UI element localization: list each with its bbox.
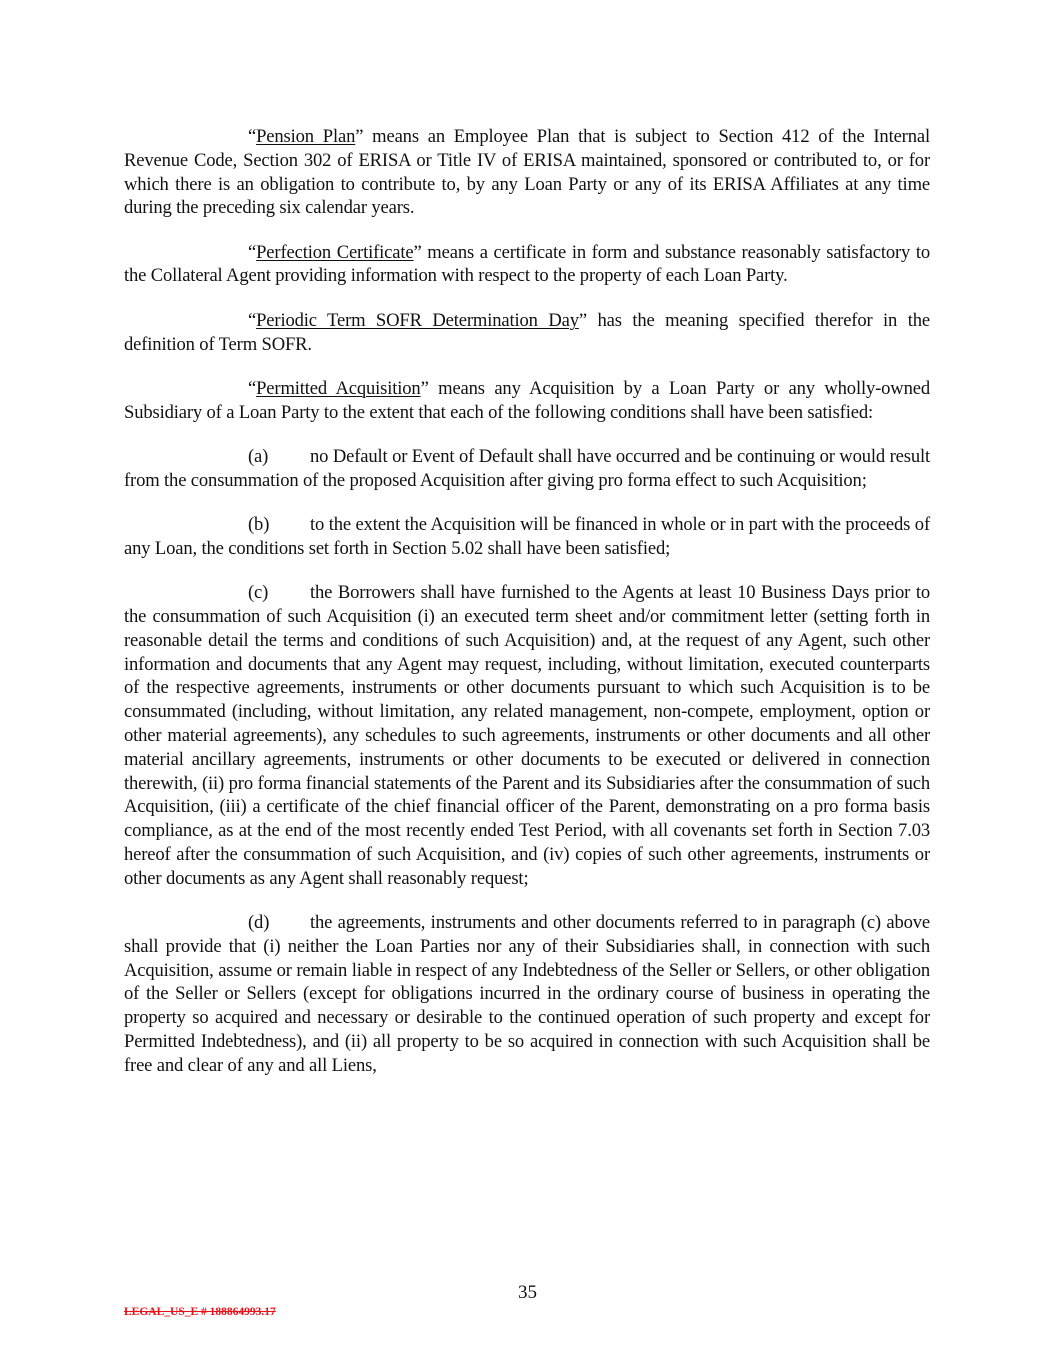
close-quote: ” (578, 309, 587, 331)
clause-a (124, 445, 930, 493)
page-number: 35 (518, 1282, 537, 1303)
clause-text: the Borrowers shall have furnished to the Agents at least 10 Business Days prior to the consummation of such Acquisition (i) an executed term sheet and/or commitment letter (setting forth in reasonable detail the terms and conditions of such Acquisition) and, at the request of any Agent, such other information and documents that any Agent may request, including, without limitation, executed counterparts of the respective agreements, instruments or other documents pursuant to which such Acquisition is to be consummated (including, without limitation, any related management, non-compete, employment, option or other material agreements), any schedules to such agreements, instruments or other documents and all other material ancillary agreements, instruments or other documents to be executed or delivered in connection therewith, (ii) pro forma financial statements of the Parent and its Subsidiaries after the consummation of such Acquisition, (iii) a certificate of the chief financial officer of the Parent, demonstrating on a pro forma basis compliance, as at the end of the most recently ended Test Period, with all covenants set forth in Section 7.03 hereof after the consummation of such Acquisition, and (iv) copies of such other agreements, instruments or other documents as any Agent shall reasonably request; (124, 582, 930, 889)
clause-d (124, 911, 930, 1078)
defined-term: Perfection Certificate (256, 241, 414, 263)
definition-periodic-term-sofr-determination-day (124, 309, 930, 357)
clause-c (124, 581, 930, 890)
definition-text: means a certificate in form and substance reasonably satisfactory to the Collateral Agent providing information with respect to the property of each Loan Party. (124, 241, 931, 287)
open-quote: “ (248, 377, 257, 399)
clause-text: the agreements, instruments and other documents referred to in paragraph (c) above shall provide that (i) neither the Loan Parties nor any of their Subsidiaries shall, in connection with such Acquisition, assume or remain liable in respect of any Indebtedness of the Seller or Sellers, or other obligation of the Seller or Sellers (except for obligations incurred in the ordinary course of business in operating the property so acquired and necessary or desirable to the continued operation of such property and except for Permitted Indebtedness), and (ii) all property to be so acquired in connection with such Acquisition shall be free and clear of any and all Liens, (124, 912, 930, 1076)
document-id-footer: LEGAL_US_E # 188864993.17 (124, 1306, 276, 1318)
open-quote: “ (248, 241, 257, 263)
defined-term: Pension Plan (256, 126, 356, 147)
clause-label: (d) (248, 912, 270, 934)
clause-label: (a) (248, 445, 269, 467)
definition-pension-plan (124, 125, 930, 220)
clause-text: no Default or Event of Default shall have occurred and be continuing or would result from the consummation of the proposed Acquisition after giving pro forma effect to such Acquisition; (124, 445, 930, 491)
definition-permitted-acquisition (124, 377, 930, 425)
defined-term: Permitted Acquisition (256, 377, 421, 399)
close-quote: ” (420, 377, 429, 399)
close-quote: ” (355, 126, 364, 147)
definition-text: means any Acquisition by a Loan Party or any wholly-owned Subsidiary of a Loan Party to the extent that each of the following conditions shall have been satisfied: (124, 377, 930, 423)
defined-term: Periodic Term SOFR Determination Day (256, 309, 579, 331)
definition-text: has the meaning specified therefor in the definition of Term SOFR. (124, 309, 930, 355)
open-quote: “ (248, 309, 257, 331)
clause-label: (b) (248, 514, 270, 536)
clause-text: to the extent the Acquisition will be financed in whole or in part with the proceeds of any Loan, the conditions set forth in Section 5.02 shall have been satisfied; (124, 514, 930, 559)
clause-label: (c) (248, 582, 269, 604)
clause-b (124, 513, 930, 561)
definition-text: means an Employee Plan that is subject to Section 412 of the Internal Revenue Code, Section 302 of ERISA or Title IV of ERISA maintained, sponsored or contributed to, or for which there is an obligation to contribute to, by any Loan Party or any of its ERISA Affiliates at any time during the preceding six calendar years. (124, 126, 930, 219)
definition-perfection-certificate (124, 241, 930, 289)
close-quote: ” (413, 241, 422, 263)
document-body (124, 125, 930, 1098)
open-quote: “ (248, 126, 257, 147)
